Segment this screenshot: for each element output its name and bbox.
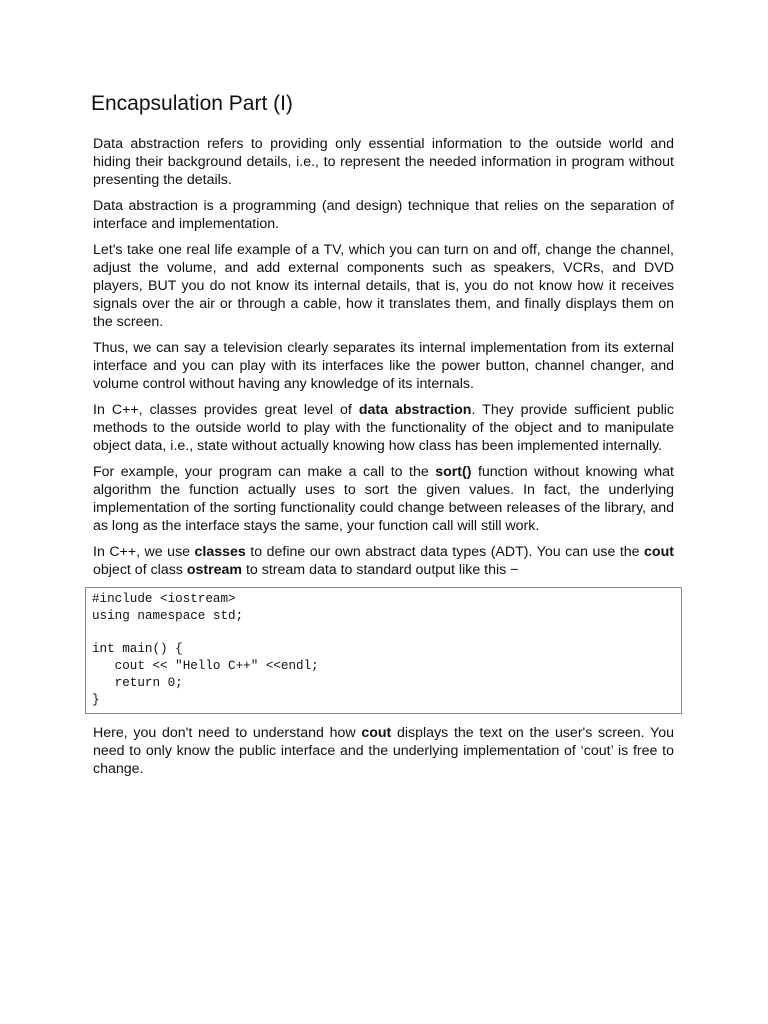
code-line: int main() {: [92, 642, 183, 657]
text-run: Data abstraction is a programming (and design) technique that relies on the separation of interface and implementation.: [93, 198, 674, 232]
bold-term: ostream: [186, 562, 243, 578]
page-title: Encapsulation Part (I): [91, 92, 293, 115]
paragraph: [93, 543, 674, 579]
code-line: #include <iostream>: [92, 592, 236, 606]
text-run: object of class: [93, 562, 187, 578]
bold-term: sort(): [435, 464, 472, 480]
code-line: }: [92, 692, 100, 707]
text-run: to define our own abstract data types (ADT). You can use the: [245, 544, 645, 560]
text-run: function without knowing what algorithm the function actually uses to sort the given values. In fact, the underlying implementation of the sorting functionality could change between releases of the library, and as long as the interface stays the same, your function call will still work.: [93, 464, 675, 534]
code-line: cout << "Hello C++" <<endl;: [92, 659, 319, 674]
text-run: . They provide sufficient public methods to the outside world to play with the functionality of the object and to manipulate object data, i.e., state without actually knowing how class has been implemented internally.: [93, 402, 674, 454]
text-run: to stream data to standard output like this −: [242, 562, 519, 578]
paragraph: [93, 339, 674, 393]
paragraph: [93, 197, 674, 233]
closing-paragraph: [93, 724, 674, 778]
text-run: Thus, we can say a television clearly separates its internal implementation from its external interface and you can play with its interfaces like the power button, channel changer, and volume control without having any knowledge of its internals.: [93, 340, 674, 392]
code-line: return 0;: [92, 675, 183, 690]
text-run: Here, you don't need to understand how: [93, 724, 362, 741]
bold-term: data abstraction: [358, 402, 472, 418]
text-run: Let's take one real life example of a TV, which you can turn on and off, change the channel, adjust the volume, and add external components such as speakers, VCRs, and DVD players, BUT you do not know its internal details, that is, you do not know how it receives signals over the air or through a cable, how it translates them, and finally displays them on the screen.: [93, 242, 674, 330]
bold-term: cout: [361, 724, 392, 741]
bold-term: classes: [194, 544, 246, 560]
text-run: In C++, we use: [93, 544, 195, 560]
paragraph: [93, 401, 674, 455]
paragraph-list: [93, 135, 674, 579]
code-line: using namespace std;: [92, 608, 244, 623]
code-block: [85, 587, 682, 714]
text-run: For example, your program can make a call to the: [93, 464, 436, 480]
text-run: In C++, classes provides great level of: [93, 402, 359, 418]
text-run: displays the text on the user's screen. You need to only know the public interface and the underlying implementation of ‘cout’ is free to change.: [93, 724, 674, 777]
paragraph: [93, 135, 674, 189]
document-body: [93, 135, 674, 786]
paragraph: [93, 241, 674, 331]
bold-term: cout: [644, 544, 674, 560]
paragraph: [93, 463, 674, 535]
text-run: Data abstraction refers to providing only essential information to the outside world and hiding their background details, i.e., to represent the needed information in program without presenting the details.: [93, 136, 674, 188]
code-line: [92, 625, 675, 642]
